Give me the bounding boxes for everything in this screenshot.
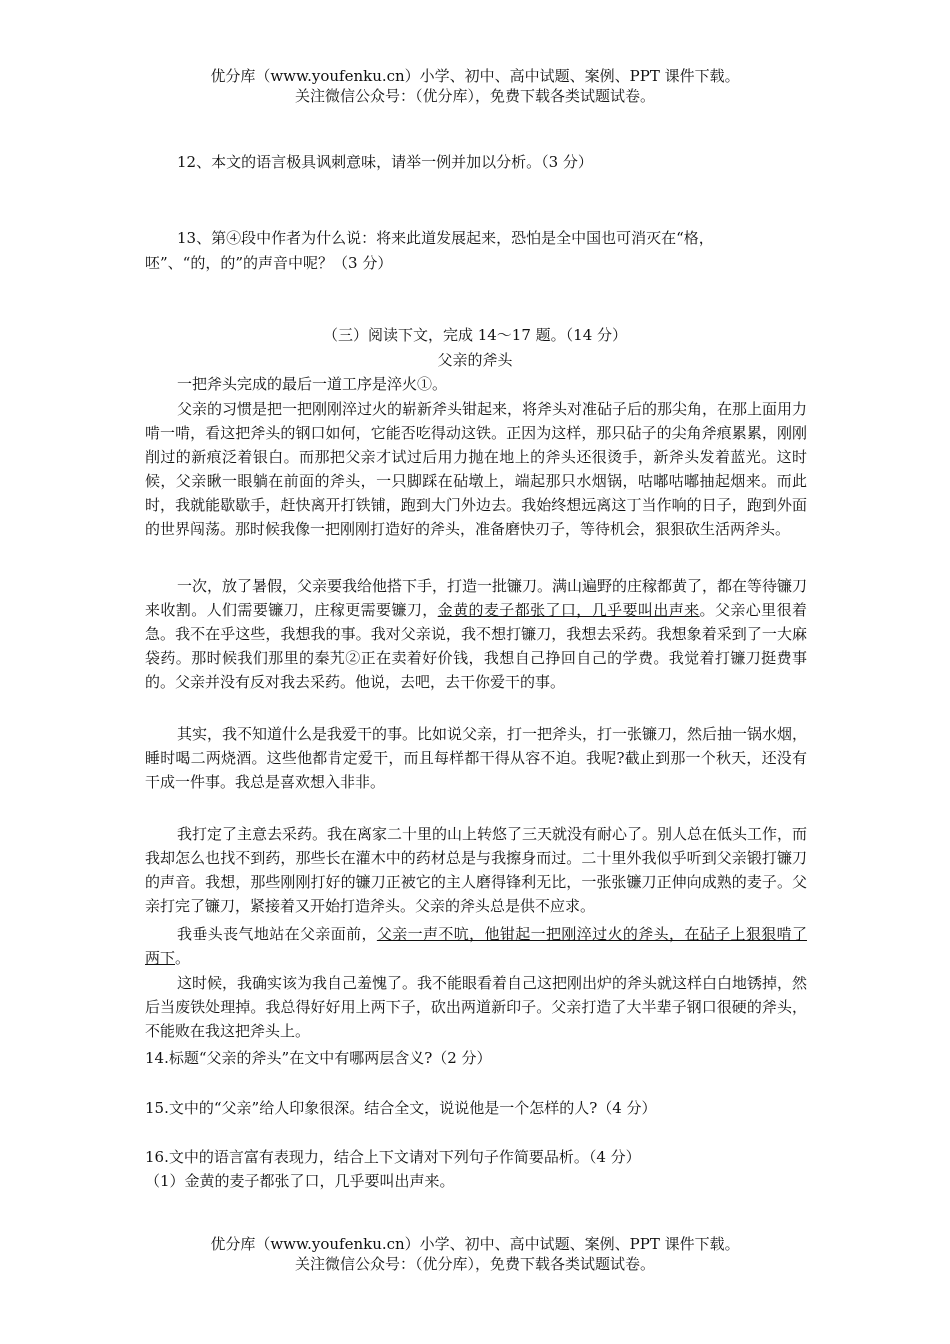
section-instruction: （三）阅读下文，完成 14～17 题。（14 分） — [322, 326, 628, 344]
header-line-2: 关注微信公众号：（优分库），免费下载各类试题试卷。 — [294, 87, 655, 105]
footer-line-1: 优分库（www.youfenku.cn）小学、初中、高中试题、案例、PPT 课件下载。 — [210, 1235, 740, 1253]
paragraph-3-start: 一次，放了暑假，父亲要我给他搭下手，打造一批镰刀。满山遍野的庄稼都黄了，都在等待镰刀来收割。人们需要镰刀，庄稼更需要镰刀， — [145, 577, 808, 619]
question-13-line-2: 呸”、“的，的”的声音中呢？（3 分） — [145, 254, 393, 272]
paragraph-3 — [145, 574, 807, 694]
header-line-1: 优分库（www.youfenku.cn）小学、初中、高中试题、案例、PPT 课件下载。 — [210, 67, 740, 85]
question-16-item-1: （1）金黄的麦子都张了口，几乎要叫出声来。 — [145, 1172, 455, 1190]
paragraph-3-end: 。父亲心里很着急。我不在乎这些，我想我的事。我对父亲说，我不想打镰刀，我想去采药。我想象着采到了一大麻袋药。那时候我们那里的秦艽②正在卖着好价钱，我想自己挣回自己的学费。我觉着打镰刀挺费事的。父亲并没有反对我去采药。他说，去吧，去干你爱干的事。 — [145, 601, 807, 691]
page-footer — [0, 1234, 950, 1274]
footer-line-2: 关注微信公众号：（优分库），免费下载各类试题试卷。 — [294, 1255, 655, 1273]
paragraph-6 — [145, 922, 807, 970]
question-14: 14.标题“父亲的斧头”在文中有哪两层含义?（2 分） — [145, 1049, 492, 1067]
paragraph-4: 其实，我不知道什么是我爱干的事。比如说父亲，打一把斧头，打一张镰刀，然后抽一锅水烟，睡时喝二两烧酒。这些他都肯定爱干，而且每样都干得从容不迫。我呢?截止到那一个秋天，还没有干成一件事。我总是喜欢想入非非。 — [145, 725, 808, 791]
paragraph-2: 父亲的习惯是把一把刚刚淬过火的崭新斧头钳起来，将斧头对准砧子后的那尖角，在那上面用力啃一啃，看这把斧头的钢口如何，它能否吃得动这铁。正因为这样，那只砧子的尖角斧痕累累，刚刚削过的新痕泛着银白。而那把父亲才试过后用力抛在地上的斧头还很烫手，新斧头发着蓝光。这时候，父亲瞅一眼躺在前面的斧头，一只脚踩在砧墩上，端起那只水烟锅，咕嘟咕嘟抽起烟来。而此时，我就能歇歇手，赶快离开打铁铺，跑到大门外边去。我始终想远离这丁当作响的日子，跑到外面的世界闯荡。那时候我像一把刚刚打造好的斧头，准备磨快刃子，等待机会，狠狠砍生活两斧头。 — [145, 400, 808, 538]
question-13-line-1: 13、第④段中作者为什么说：将来此道发展起来，恐怕是全中国也可消灭在“格， — [177, 229, 714, 247]
article-title: 父亲的斧头 — [437, 351, 513, 369]
paragraph-6-start: 我垂头丧气地站在父亲面前， — [177, 925, 377, 943]
question-16: 16.文中的语言富有表现力，结合上下文请对下列句子作简要品析。（4 分） — [145, 1148, 641, 1166]
paragraph-6-end: 。 — [175, 949, 191, 967]
underlined-sentence-father: 父亲一声不吭，他钳起一把刚淬过火的斧头，在砧子上狠狠啃了两下 — [145, 925, 807, 967]
paragraph-5: 我打定了主意去采药。我在离家二十里的山上转悠了三天就没有耐心了。别人总在低头工作，而我却怎么也找不到药，那些长在灌木中的药材总是与我擦身而过。二十里外我似乎听到父亲锻打镰刀的声音。我想，那些刚刚打好的镰刀正被它的主人磨得锋利无比，一张张镰刀正伸向成熟的麦子。父亲打完了镰刀，紧接着又开始打造斧头。父亲的斧头总是供不应求。 — [145, 825, 808, 915]
page-header — [0, 66, 950, 106]
question-12: 12、本文的语言极具讽刺意味，请举一例并加以分析。（3 分） — [177, 153, 593, 171]
paragraph-7: 这时候，我确实该为我自己羞愧了。我不能眼看着自己这把刚出炉的斧头就这样白白地锈掉，然后当废铁处理掉。我总得好好用上两下子，砍出两道新印子。父亲打造了大半辈子钢口很硬的斧头，不能败在我这把斧头上。 — [145, 974, 808, 1040]
underlined-sentence-wheat: 金黄的麦子都张了口，几乎要叫出声来 — [437, 601, 700, 619]
question-15: 15.文中的“父亲”给人印象很深。结合全文，说说他是一个怎样的人?（4 分） — [145, 1099, 657, 1117]
paragraph-1: 一把斧头完成的最后一道工序是淬火①。 — [177, 375, 448, 393]
